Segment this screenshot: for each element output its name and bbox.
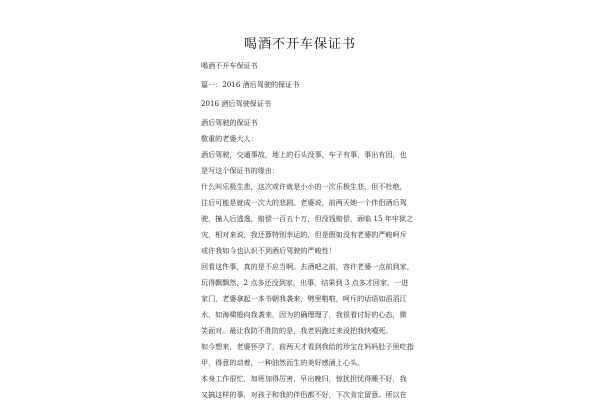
document-title: 喝酒不开车保证书 xyxy=(243,37,356,52)
paragraph-line: 或许我如今也认识不到酒后驾驶的严峻性！ xyxy=(201,246,336,255)
paragraph-line: 水，如海啸般向我袭来，因为的确理理了，我很看讨好的心态，微 xyxy=(201,310,407,319)
paragraph-line: 又搞这样的事，对孩子和我的伴侣都不好，下次肯定留意。所以在 xyxy=(201,390,407,399)
paragraph-line: 往后可能是就成一次大的悲剧。老婆说，前两天她一个伴侣酒后驾 xyxy=(201,198,407,207)
paragraph-line: 回看这件事，真的是不应当啊。去酒吧之前，容许老婆一点前到家， xyxy=(201,262,414,271)
paragraph-line: 是写这个保证书的缘由： xyxy=(201,166,280,175)
paragraph-line: 玩得飘飘然，2 点多还没到家，出事，结果到 3 点多才回家，一进 xyxy=(201,278,409,287)
paragraph-line: 酒后驾驶，交通事故，地上的石头没事，车子有事，事出有因，也 xyxy=(201,150,407,159)
document-body xyxy=(201,58,415,403)
paragraph-line: 酒后驾驶的保证书 xyxy=(201,118,258,127)
paragraph-line: 家门，老婆拿起一本书朝我袭来，劈里啪啦，呵斥的话语如滔滔江 xyxy=(201,294,407,303)
paragraph-line: 驶，撞人后逃逸，赔偿一百五十万，但没钱赔偿，面临 15 年牢狱之 xyxy=(201,214,414,223)
paragraph-line: 2016 酒后驾驶保证书 xyxy=(201,99,271,108)
paragraph-line: 如今想来，老婆怀孕了，前两天才看到我给的珍宝在妈妈肚子里吃指 xyxy=(201,342,414,351)
paragraph-line: 什么叫乐极生悲，这次或许就是小小的一次乐极生悲，但不杜绝， xyxy=(201,182,407,191)
paragraph-line: 喝酒不开车保证书 xyxy=(201,61,258,70)
paragraph-line: 灾，相对来说，我还算特别幸运的，但是假如没有老婆的严峻呵斥 xyxy=(201,230,407,239)
paragraph-line: 篇一：2016 酒后驾驶的保证书 xyxy=(201,80,300,89)
paragraph-line: 本身工作很忙，加班加得厉害，早出晚归，惊扰担忧得睡不好，我 xyxy=(201,374,407,383)
paragraph-line: 甲，得意的动着，一种油然而生的美好感涌上心头。 xyxy=(201,358,365,367)
paragraph-line: 笑面对。最让我防不胜防的是，我老妈跑过来没把我快噎死。 xyxy=(201,326,393,335)
paragraph-line: 敬重的老婆大人： xyxy=(201,134,258,143)
